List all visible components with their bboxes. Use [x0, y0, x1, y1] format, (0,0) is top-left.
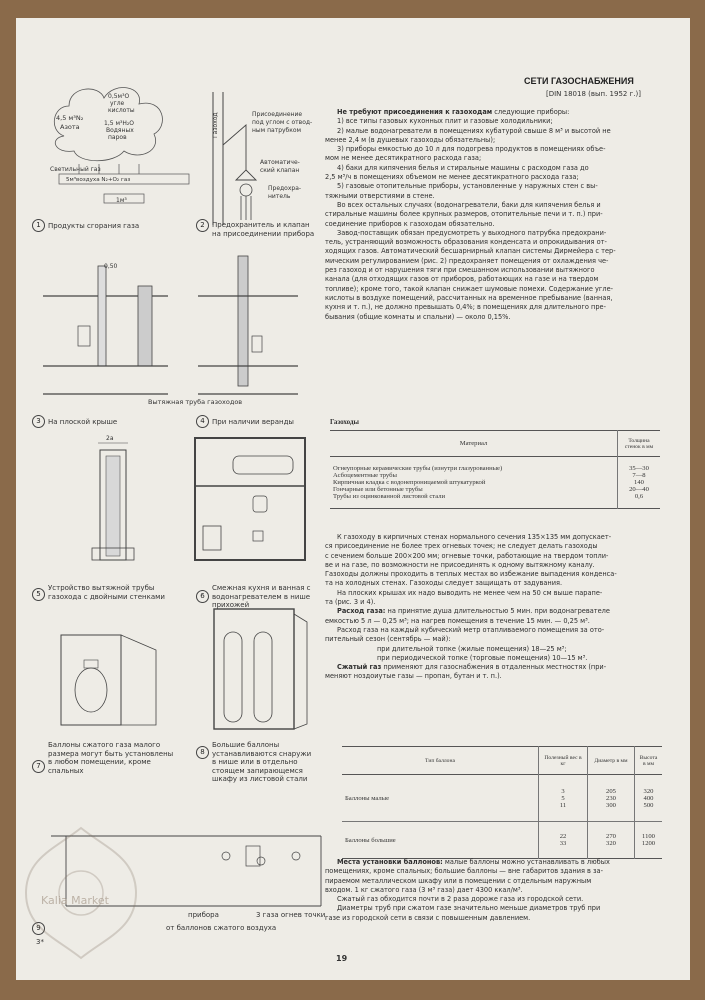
fig9-label: 3 газа огнев точки	[256, 911, 326, 919]
fig3-label-050: 0,50	[104, 263, 118, 270]
table-row	[330, 479, 660, 486]
figure-3-4-flat-roof-ducts	[38, 246, 318, 396]
table-row	[330, 465, 660, 472]
intro-line: 2) малые водонагреватели в помещениях кубатурой свыше 8 м³ и высотой не	[337, 126, 611, 135]
fig1-label: 5м³воздуха N₂+O₂ газ	[66, 177, 131, 183]
din-reference: [DIN 18018 (вып. 1952 г.)]	[546, 90, 641, 98]
rashod-line: при длительной топке (жилые помещения) 18—25 м³;	[377, 644, 567, 653]
intro-line: мическим регулированием (рис. 2) предохраняет помещения от охлаждения че-	[325, 256, 609, 265]
cyl-diameter: 270 320	[588, 822, 635, 859]
duct-material: Кирпичная кладка с водонепроницаемой штукатуркой	[330, 479, 618, 486]
rashod-line: пительный сезон (сентябрь — май):	[325, 635, 451, 644]
fig8-number: 8	[196, 746, 209, 759]
page-number: 19	[336, 954, 348, 963]
duct-material: Гончарные или бетонные трубы	[330, 486, 618, 493]
fig1-label: 4,5 м³N₂	[56, 114, 84, 122]
intro-line: мом не менее десятикратного расхода газа;	[325, 154, 482, 163]
bottom-line: малые баллоны можно устанавливать в любых	[442, 858, 610, 866]
mid-line: К газоходу в кирпичных стенах нормального сечения 135×135 мм допускает-	[337, 533, 612, 541]
cyl-col-height: Высота в мм	[639, 754, 658, 767]
mid-line: Газоходы должны проходить в теплых местах во избежание выпадения конденса-	[325, 570, 617, 579]
fig6-caption: Смежная кухня и ванная с водонагревателем в нише прихожей	[212, 584, 311, 609]
figure-8-large-cylinder-cabinet	[209, 604, 309, 734]
cyl-type: Баллоны большие	[342, 822, 539, 859]
fig7-caption: Баллоны сжатого газа малого размера могут быть установлены в любом помещении, кроме спальных	[48, 741, 174, 775]
compressed-line: меняют ноздоиутые газы — пропан, бутан и т. п.).	[325, 672, 502, 681]
fig2-label: нитель	[268, 193, 291, 200]
cylinder-table	[342, 746, 662, 859]
cyl-type: Баллоны малые	[342, 775, 539, 822]
fig1-label: 1,5 м³H₂O	[104, 120, 135, 127]
cyl-height: 320 400 500	[643, 787, 654, 809]
intro-line: бывания (общие комнаты и спальни) — около 0,15%.	[325, 312, 511, 321]
fig1-label: угле	[110, 100, 125, 107]
compressed-lead: Сжатый газ	[337, 663, 382, 672]
intro-line: тяжными отверстиями в стене.	[325, 191, 435, 200]
intro-line: кислоты в воздухе помещений, рассчитанных на временное пребывание (ванная,	[325, 293, 613, 302]
fig9-label: от баллонов сжатого воздуха	[166, 924, 277, 932]
bottom-line: газе из городской сети в связи с повышенным давлением.	[325, 913, 531, 922]
intro-line: 5) газовые отопительные приборы, установленные у наружных стен с вы-	[337, 182, 598, 191]
fig1-label: паров	[108, 134, 127, 141]
compressed-line: применяют для газоснабжения в отдаленных местностях (при-	[381, 663, 607, 672]
fig5-number: 5	[32, 588, 45, 601]
table-row	[330, 472, 660, 479]
fig1-label: 0,5м³O	[108, 93, 130, 100]
intro-line: ходящих газов. Автоматический бесшарнирный клапан системы Дирмейера с тер-	[325, 247, 616, 256]
fig4-caption: При наличии веранды	[212, 418, 294, 426]
intro-line: тель, устраняющий возможность образования конденсата и опрокидывания от-	[325, 238, 607, 247]
mid-line: На плоских крышах их надо выводить не менее чем на 50 см выше парапе-	[337, 588, 603, 597]
duct-thickness: 0,6	[634, 493, 644, 500]
page-title: СЕТИ ГАЗОСНАБЖЕНИЯ	[524, 76, 634, 86]
cyl-weight: 22 33	[539, 822, 588, 859]
intro-lead-rest: следующие приборы:	[492, 108, 570, 116]
table-row	[342, 822, 662, 859]
intro-line: канала (для отходящих газов от приборов, работающих на газе и на твердом	[325, 275, 599, 284]
intro-line: стиральные машины более крупных размеров, отопительные печи и т. п.) при-	[325, 210, 603, 219]
intro-text	[325, 108, 655, 322]
bottom-line: пираемом металлическом шкафу или в помещении с отдельным наружным	[325, 876, 592, 885]
cyl-diameter: 205 230 300	[588, 775, 635, 822]
fig2-label: ным патрубком	[252, 127, 302, 134]
fig2-number: 2	[196, 219, 209, 232]
fig5-dim: 2а	[106, 435, 114, 442]
duct-thickness: 140	[634, 479, 644, 486]
document-sheet	[16, 18, 690, 980]
intro-line: менее 2,4 м (в душевых газоходы обязательны);	[325, 135, 496, 144]
duct-material: Асбоцементные трубы	[330, 472, 618, 479]
duct-thickness: 20—40	[629, 486, 649, 493]
rashod-line: при периодической топке (торговые помещения) 10—15 м³.	[377, 653, 588, 662]
fig2-label: Автоматиче-	[260, 159, 300, 166]
mid-line: та на холодных стенах. Газоходы следует защищать от задувания.	[325, 579, 563, 588]
mid-line: та (рис. 3 и 4).	[325, 598, 376, 607]
fig8-caption: Большие баллоны устанавливаются снаружи в нише или в отдельно стоящем запирающемся шкафу из листовой стали	[212, 741, 312, 783]
rashod-line: емкостью 5 л — 0,25 м³; на нагрев помещения в течение 15 мин. — 0,25 м³.	[325, 616, 590, 625]
bottom-text	[325, 858, 655, 923]
bottom-lead: Места установки баллонов:	[337, 858, 443, 866]
duct-thickness: 7—8	[632, 472, 646, 479]
bottom-line: Диаметры труб при сжатом газе значительно меньше диаметров труб при	[337, 904, 601, 913]
fig2-label: под углом с отвод-	[252, 119, 313, 126]
fig3-caption: На плоской крыше	[48, 418, 118, 426]
fig3-number: 3	[32, 415, 45, 428]
duct-table-heading: Газоходы	[330, 418, 359, 426]
fig9-number: 9	[32, 922, 45, 935]
fig7-number: 7	[32, 760, 45, 773]
cyl-col-diameter: Диаметр в мм	[588, 747, 635, 775]
fig2-label: Предохра-	[268, 185, 302, 192]
fig1-caption: Продукты сгорания газа	[48, 222, 140, 230]
fig1-label: Водяных	[106, 127, 134, 134]
intro-lead: Не требуют присоединения к газоходам	[337, 108, 493, 116]
corner-mark: 3*	[36, 938, 44, 946]
rashod-line: Расход газа на каждый кубический метр отапливаемого помещения за ото-	[337, 625, 605, 634]
fig1-label: кислоты	[108, 107, 135, 114]
watermark-text: Kalia Market	[41, 894, 109, 907]
cyl-col-weight: Полезный вес в кг	[539, 747, 588, 775]
cyl-col-type: Тип баллона	[342, 747, 539, 775]
mid-text	[325, 533, 655, 682]
intro-line: топливе); кроме того, такой клапан снижает шумовые помехи. Содержание угле-	[325, 284, 614, 293]
intro-line: кухня и т. п.), не должно превышать 0,4%; в помещениях для длительного пре-	[325, 303, 606, 312]
fig2-label: Присоединение	[252, 111, 303, 118]
figure-7-small-cylinder-cabinet	[56, 630, 166, 730]
duct-col-material: Материал	[330, 431, 618, 457]
fig5-caption: Устройство вытяжной трубы газохода с двойными стенками	[48, 584, 165, 601]
bottom-line: входом. 1 кг сжатого газа (3 м³ газа) дает 4300 ккал/м³.	[325, 885, 523, 894]
fig6-number: 6	[196, 590, 209, 603]
rashod-lead: Расход газа:	[337, 607, 386, 616]
duct-thickness: 35—30	[629, 465, 649, 472]
mid-line: ся присоединение не более трех огневых точек; не следует делать газоходы	[325, 542, 598, 551]
intro-line: рез газоход и от нарушения тяги при смешанном использовании вытяжного	[325, 266, 595, 275]
cyl-weight: 3 5 11	[539, 775, 588, 822]
figure-6-kitchen-bathroom-plan	[193, 436, 313, 566]
bottom-line: помещениях, кроме спальных; большие баллоны — вне габаритов здания в за-	[325, 867, 603, 876]
fig3-shaft-label: Вытяжная труба газоходов	[148, 398, 243, 406]
mid-line: с сечением больше 200×200 мм; огневые точки, работающие на твердом топли-	[325, 551, 609, 560]
intro-line: соединение приборов к газоходам обязательно.	[325, 219, 495, 228]
mid-line: ве и на газе, по возможности не присоединять к одному вытяжному каналу.	[325, 560, 595, 569]
intro-line: 2,5 м³/ч в помещениях объемом не менее десятикратного расхода газа;	[325, 173, 579, 182]
intro-line: 3) приборы емкостью до 10 л для подогрева продуктов в помещениях объе-	[337, 145, 606, 154]
fig2-label: ский клапан	[260, 167, 300, 174]
intro-line: Завод-поставщик обязан предусмотреть у выходного патрубка предохрани-	[337, 228, 607, 237]
table-row	[330, 493, 660, 509]
fig1-number: 1	[32, 219, 45, 232]
table-row	[342, 775, 662, 822]
table-row	[330, 486, 660, 493]
fig2-caption: Предохранитель и клапан на присоединении прибора	[212, 221, 315, 238]
bottom-line: Сжатый газ обходится почти в 2 раза дороже газа из городской сети.	[337, 895, 584, 904]
intro-line: Во всех остальных случаях (водонагреватели, баки для кипячения белья и	[337, 200, 601, 209]
fig2-label: Газоход	[212, 112, 219, 138]
intro-line: 4) баки для кипячения белья и стиральные машины с расходом газа до	[337, 163, 589, 172]
intro-line: 1) все типы газовых кухонных плит и газовые холодильники;	[337, 117, 553, 126]
duct-material: Трубы из оцинкованной листовой стали	[330, 493, 618, 509]
duct-table	[330, 430, 660, 509]
fig4-number: 4	[196, 415, 209, 428]
fig1-label: Светильный газ	[50, 166, 101, 173]
fig1-label: Азота	[60, 123, 80, 131]
fig9-label: прибора	[188, 911, 219, 919]
duct-col-thickness: Толщина стенок в мм	[624, 437, 654, 450]
fig1-label: 1м³	[116, 197, 127, 204]
figure-5-double-wall-chimney	[88, 438, 148, 568]
rashod-line: на принятие душа длительностью 5 мин. при водонагревателе	[385, 607, 610, 616]
duct-material: Огнеупорные керамические трубы (изнутри глазурованные)	[330, 465, 618, 472]
cyl-height: 1100 1200	[641, 833, 656, 847]
